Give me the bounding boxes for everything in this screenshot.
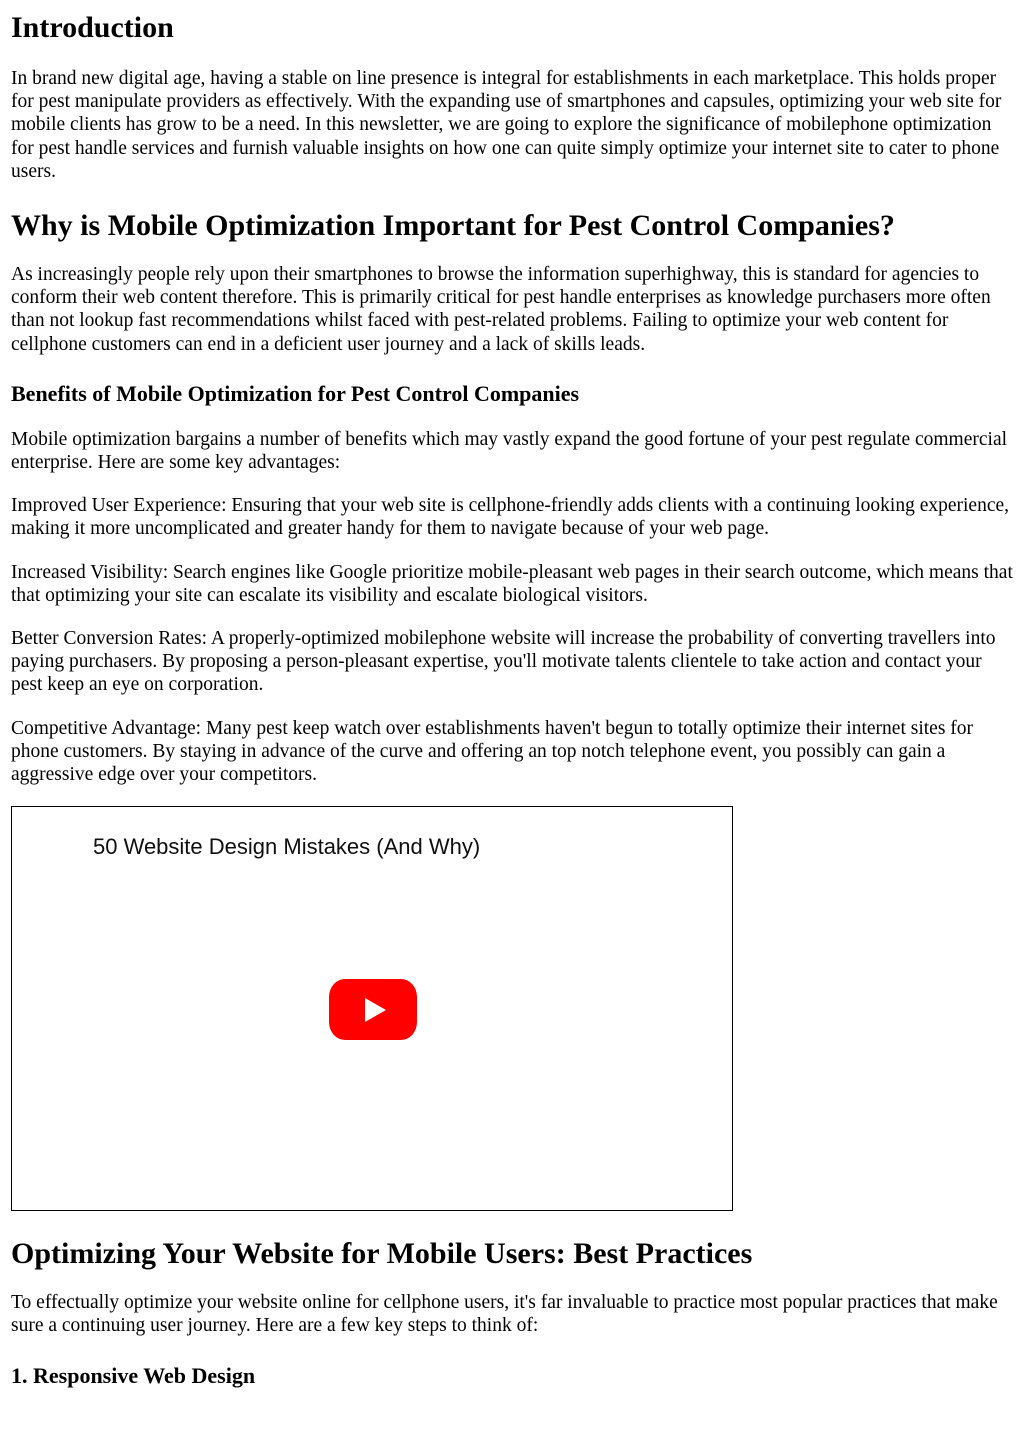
play-icon bbox=[365, 998, 386, 1022]
heading-introduction: Introduction bbox=[11, 11, 174, 44]
heading-benefits: Benefits of Mobile Optimization for Pest Control Companies bbox=[11, 380, 580, 406]
heading-responsive-web-design: 1. Responsive Web Design bbox=[11, 1362, 256, 1388]
paragraph-benefits-intro: Mobile optimization bargains a number of benefits which may vastly expand the good fortune of your pest regulate commercial enterprise. Here are some key advantages: bbox=[11, 428, 1008, 474]
benefit-increased-visibility: Increased Visibility: Search engines like Google prioritize mobile-pleasant web pages in their search outcome, which means that that optimizing your site can escalate its visibility and escalate biological visitors. bbox=[11, 561, 1013, 606]
heading-best-practices: Optimizing Your Website for Mobile Users: Best Practices bbox=[11, 1237, 753, 1271]
paragraph-introduction: In brand new digital age, having a stable on line presence is integral for establishments in each marketplace. This holds proper for pest manipulate providers as effectively. With the expanding use of smartphones and capsules, optimizing your web site for mobile clients has grow to be a need. In this newsletter, we are going to explore the significance of mobilephone optimization for pest handle services and furnish valuable insights on how one can quite simply optimize your internet site to cater to phone users. bbox=[11, 68, 1002, 182]
benefit-competitive-advantage: Competitive Advantage: Many pest keep watch over establishments haven't begun to totally optimize their internet sites for phone customers. By staying in advance of the curve and offering an top notch telephone event, you possibly can gain a aggressive edge over your competitors. bbox=[11, 717, 974, 786]
heading-why-mobile-optimization: Why is Mobile Optimization Important for Pest Control Companies? bbox=[11, 209, 895, 243]
benefit-improved-user-experience: Improved User Experience: Ensuring that your web site is cellphone-friendly adds clients with a continuing looking experience, making it more uncomplicated and greater handy for them to navigate because of your web page. bbox=[11, 495, 1010, 540]
benefit-better-conversion-rates: Better Conversion Rates: A properly-optimized mobilephone website will increase the probability of converting travellers into paying purchasers. By proposing a person-pleasant expertise, you'll motivate talents clientele to take action and contact your pest keep an eye on corporation. bbox=[11, 628, 996, 696]
paragraph-why-mobile-optimization: As increasingly people rely upon their smartphones to browse the information superhighway, this is standard for agencies to conform their web content therefore. This is primarily critical for pest handle enterprises as knowledge purchasers more often than not lookup fast recommendations whilst faced with pest-related problems. Failing to optimize your web content for cellphone customers can end in a deficient user journey and a lack of skills leads. bbox=[11, 264, 991, 355]
embedded-video[interactable] bbox=[11, 806, 733, 1211]
video-title[interactable]: 50 Website Design Mistakes (And Why) bbox=[93, 834, 481, 860]
youtube-play-button[interactable] bbox=[329, 979, 417, 1040]
paragraph-best-practices: To effectually optimize your website online for cellphone users, it's far invaluable to practice most popular practices that make sure a continuing user journey. Here are a few key steps to think of: bbox=[11, 1292, 998, 1337]
